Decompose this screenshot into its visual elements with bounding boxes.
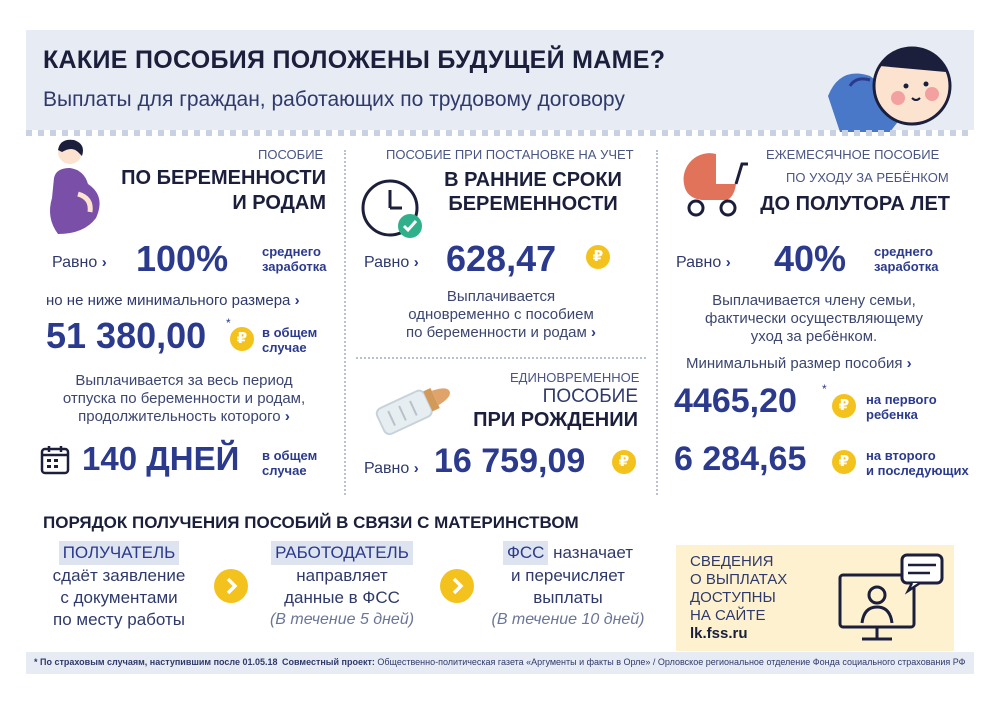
col1-description: Выплачивается за весь период отпуска по беременности и родам, продолжительность которого › [62, 372, 306, 425]
col1-caption: ПОСОБИЕ [258, 147, 324, 162]
col1-minimum-text: но не ниже минимального размера › [46, 292, 300, 309]
col1-heading-line1: ПО БЕРЕМЕННОСТИ [121, 167, 326, 189]
col1-amount: 51 380,00 [46, 315, 207, 356]
col2-description: Выплачивается одновременно с пособием по беременности и родам › [405, 288, 597, 341]
ruble-icon: ₽ [230, 327, 254, 351]
info-site-link[interactable]: lk.fss.ru [690, 625, 748, 642]
col1-heading-line2: И РОДАМ [232, 192, 326, 214]
col2-caption2: ЕДИНОВРЕМЕННОЕ [510, 370, 640, 385]
footer-bar [26, 652, 974, 674]
ruble-icon: ₽ [832, 450, 856, 474]
col1-days: 140 ДНЕЙ [82, 440, 240, 477]
col3-amount2: 6 284,65 [674, 440, 807, 478]
procedure-step-fss: ФСС назначает и перечисляет выплаты (В течение 10 дней) [491, 543, 645, 628]
col3-amount2-note: на второго и последующих [866, 448, 969, 478]
col2-equal-label: Равно › [364, 254, 419, 271]
pregnant-woman-icon [38, 138, 108, 238]
col2-caption: ПОСОБИЕ ПРИ ПОСТАНОВКЕ НА УЧЕТ [386, 147, 634, 162]
procedure-section [26, 505, 974, 655]
col2-heading-line4: ПРИ РОЖДЕНИИ [473, 409, 638, 431]
col1-equal-label: Равно › [52, 254, 107, 271]
ruble-icon: ₽ [586, 245, 610, 269]
calendar-icon [40, 444, 72, 476]
col3-caption2: ПО УХОДУ ЗА РЕБЁНКОМ [786, 170, 949, 185]
baby-icon [820, 36, 960, 132]
header-band [26, 30, 974, 130]
col2-amount: 628,47 [446, 238, 557, 279]
column-divider [344, 150, 346, 495]
col2-amount2: 16 759,09 [434, 442, 586, 480]
procedure-step-employer: РАБОТОДАТЕЛЬ направляет данные в ФСС (В течение 5 дней) [269, 543, 415, 628]
info-box [676, 545, 954, 651]
col2-heading-line1: В РАННИЕ СРОКИ [444, 169, 622, 191]
next-arrow-icon [440, 569, 474, 603]
col2-equal-label2: Равно › [364, 460, 419, 477]
col1-days-note: в общем случае [262, 448, 318, 478]
footer-joint-project: Совместный проект: Общественно-политическая газета «Аргументы и факты в Орле» / Орловское региональное отделение Фонда социального страхования РФ [282, 657, 966, 667]
col3-description: Выплачивается члену семьи, фактически осуществляющему уход за ребёнком. [705, 292, 923, 345]
baby-bottle-icon [368, 370, 458, 440]
col3-footnote-star: * [822, 382, 827, 396]
page-subtitle: Выплаты для граждан, работающих по трудовому договору [43, 88, 625, 111]
col1-percent: 100% [136, 238, 229, 279]
online-consultant-icon [836, 553, 946, 645]
info-text: СВЕДЕНИЯ О ВЫПЛАТАХ ДОСТУПНЫ НА САЙТЕ lk.fss.ru [690, 553, 788, 642]
col1-amount-note: в общем случае [262, 325, 318, 355]
col1-percent-note: среднего заработка [262, 244, 327, 274]
col3-equal-label: Равно › [676, 254, 731, 271]
col1-footnote-star: * [226, 316, 231, 330]
ruble-icon: ₽ [832, 394, 856, 418]
col3-amount1-note: на первого ребенка [866, 392, 937, 422]
col3-percent-note: среднего заработка [874, 244, 939, 274]
col3-amount1: 4465,20 [674, 382, 797, 420]
page-title: КАКИЕ ПОСОБИЯ ПОЛОЖЕНЫ БУДУЩЕЙ МАМЕ? [43, 46, 666, 74]
procedure-title: ПОРЯДОК ПОЛУЧЕНИЯ ПОСОБИЙ В СВЯЗИ С МАТЕРИНСТВОМ [43, 513, 579, 532]
next-arrow-icon [214, 569, 248, 603]
col3-caption1: ЕЖЕМЕСЯЧНОЕ ПОСОБИЕ [766, 147, 940, 162]
col3-heading: ДО ПОЛУТОРА ЛЕТ [760, 193, 950, 215]
procedure-step-recipient: ПОЛУЧАТЕЛЬ сдаёт заявление с документами по месту работы [52, 543, 186, 629]
header-divider [26, 130, 974, 136]
col3-percent: 40% [774, 238, 847, 279]
column-divider [656, 150, 658, 495]
footer-note: * По страховым случаям, наступившим после 01.05.18 [34, 657, 278, 667]
ruble-icon: ₽ [612, 450, 636, 474]
infographic-sheet [26, 30, 974, 680]
col3-minimum-text: Минимальный размер пособия › [686, 355, 912, 372]
col2-heading-line2: БЕРЕМЕННОСТИ [448, 193, 618, 215]
col2-heading-line3: ПОСОБИЕ [542, 386, 638, 407]
section-divider [356, 357, 646, 359]
clock-check-icon [358, 174, 426, 242]
